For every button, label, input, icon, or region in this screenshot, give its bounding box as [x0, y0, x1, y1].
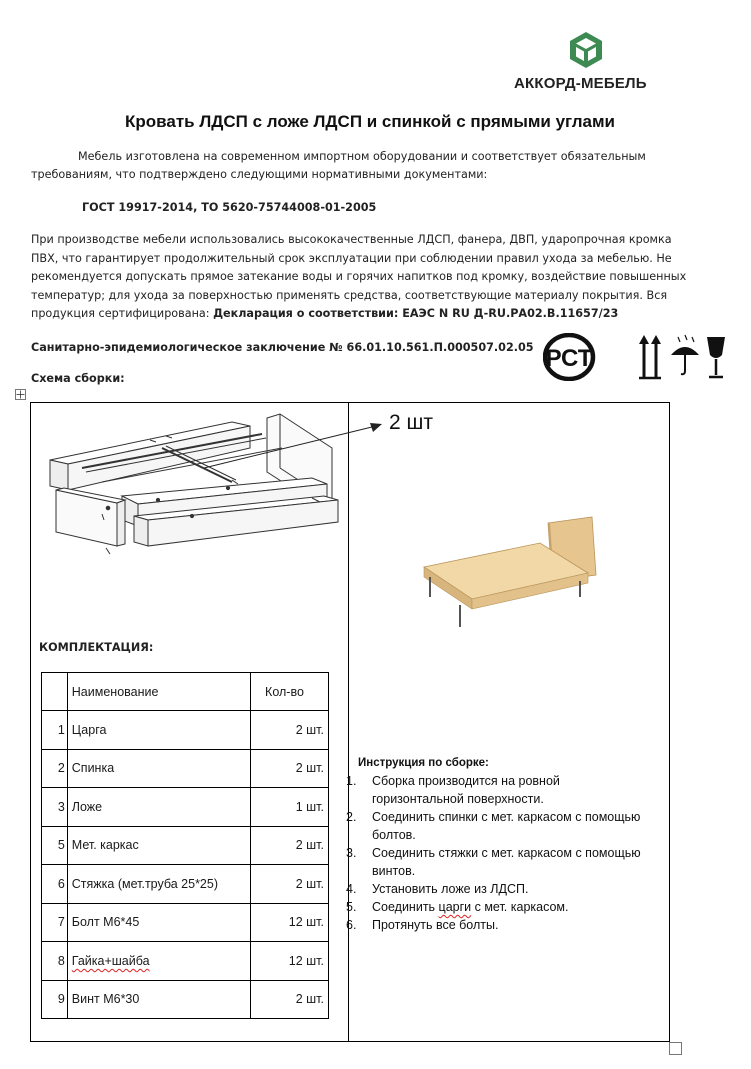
production-paragraph: [31, 231, 686, 324]
production-line-2: ПВХ, что гарантирует продолжительный срок эксплуатации при соблюдении правил ухода за мебелью. Не: [31, 251, 672, 265]
kit-row-qty: 12 шт.: [251, 903, 329, 942]
kit-row-qty: 2 шт.: [251, 749, 329, 788]
kit-row-name: Мет. каркас: [67, 826, 250, 865]
step-number: 4.: [346, 882, 357, 896]
production-line-3: рекомендуется допускать прямое затекание воды и горячих напитков под кромку, воздействие повышенных: [31, 270, 687, 283]
table-resize-handle[interactable]: [669, 1042, 682, 1055]
kit-row-name: [67, 942, 250, 981]
page-title: Кровать ЛДСП с ложе ЛДСП и спинкой с прямыми углами: [125, 112, 615, 131]
move-arrows-icon: [16, 390, 25, 399]
intro-line-2: требованиям, что подтверждено следующими нормативными документами:: [31, 168, 488, 181]
list-item: [346, 772, 667, 808]
step-text-prefix: Соединить: [372, 900, 439, 914]
kit-header-num: [42, 673, 68, 711]
list-item: [346, 808, 667, 844]
kit-header-name: Наименование: [67, 673, 250, 711]
table-move-handle[interactable]: [15, 389, 26, 400]
kit-row-qty: 2 шт.: [251, 826, 329, 865]
step-number: 3.: [346, 846, 357, 860]
step-text-line1: Сборка производится на ровной: [372, 774, 560, 788]
kit-row-name-text: Гайка+шайба: [71, 953, 150, 968]
step-text-line2: винтов.: [372, 864, 416, 878]
kit-row-qty: 2 шт.: [251, 711, 329, 750]
production-line-1: При производстве мебели использовались высококачественные ЛДСП, фанера, ДВП, ударопрочная кромка: [31, 233, 672, 246]
kit-row-qty: 2 шт.: [251, 865, 329, 904]
production-line-4: температур; для ухода за поверхностью применять средства, соответствующие материалу покрытия. Вся: [31, 288, 668, 302]
production-line-5: [31, 305, 686, 324]
kit-row-num: 8: [42, 942, 68, 981]
list-item: [346, 844, 667, 880]
step-text-line1: Протянуть все болты.: [372, 918, 499, 932]
step-number: 6.: [346, 918, 357, 932]
kit-row-name: Спинка: [67, 749, 250, 788]
table-row: [42, 749, 329, 788]
callout-label: 2 шт: [389, 411, 433, 434]
step-number: 5.: [346, 900, 357, 914]
table-row: [42, 865, 329, 904]
kit-row-num: 3: [42, 788, 68, 827]
kit-table-header: [42, 673, 329, 711]
kit-row-num: 9: [42, 980, 68, 1019]
bed-illustration: [420, 515, 605, 627]
assembly-instructions: [346, 754, 667, 934]
table-row: [42, 903, 329, 942]
table-row: [42, 980, 329, 1019]
scheme-divider: [348, 402, 349, 1042]
keep-dry-umbrella-icon: [671, 335, 699, 374]
table-row: [42, 826, 329, 865]
step-text-line1: [372, 898, 667, 916]
footboard-part: [56, 488, 125, 546]
kit-heading: КОМПЛЕКТАЦИЯ:: [39, 641, 154, 654]
kit-row-num: 6: [42, 865, 68, 904]
certification-mark: [543, 333, 605, 381]
step-text-line2: болтов.: [372, 828, 416, 842]
production-last-text: продукция сертифицирована:: [31, 307, 214, 320]
kit-row-num: 2: [42, 749, 68, 788]
instructions-heading: Инструкция по сборке:: [358, 757, 489, 769]
scheme-label: Схема сборки:: [31, 372, 125, 385]
kit-row-qty: 1 шт.: [251, 788, 329, 827]
handling-icons: [638, 333, 730, 381]
kit-header-qty: Кол-во: [251, 673, 329, 711]
brand-name: АККОРД-МЕБЕЛЬ: [514, 75, 647, 92]
kit-row-name: Болт М6*45: [67, 903, 250, 942]
step-text-suffix: с мет. каркасом.: [471, 900, 569, 914]
step-text-underlined: царги: [438, 900, 472, 914]
logo-cube-icon: [566, 30, 606, 70]
kit-row-name: Стяжка (мет.труба 25*25): [67, 865, 250, 904]
kit-row-qty: 12 шт.: [251, 942, 329, 981]
step-number: 1.: [346, 774, 357, 788]
sanitary-line: Санитарно-эпидемиологическое заключение № 66.01.10.561.П.000507.02.05: [31, 341, 534, 354]
step-text-line1: Установить ложе из ЛДСП.: [372, 882, 529, 896]
kit-row-num: 5: [42, 826, 68, 865]
kit-row-name: Царга: [67, 711, 250, 750]
kit-table: [41, 672, 329, 1019]
table-row: [42, 788, 329, 827]
list-item: [346, 898, 667, 916]
declaration-text: Декларация о соответствии: ЕАЭС N RU Д-RU.РА02.В.11657/23: [213, 307, 619, 320]
kit-row-num: 7: [42, 903, 68, 942]
kit-row-name: Ложе: [67, 788, 250, 827]
list-item: [346, 880, 667, 898]
table-row: [42, 711, 329, 750]
standards-line: ГОСТ 19917-2014, ТО 5620-75744008-01-2005: [82, 201, 377, 214]
kit-row-name: Винт М6*30: [67, 980, 250, 1019]
cert-mark-text: РСТ: [545, 345, 593, 372]
this-side-up-icon: [639, 335, 661, 378]
step-text-line1: Соединить стяжки с мет. каркасом с помощью: [372, 846, 641, 860]
step-number: 2.: [346, 810, 357, 824]
step-text-line1: Соединить спинки с мет. каркасом с помощью: [372, 810, 641, 824]
kit-row-num: 1: [42, 711, 68, 750]
instructions-list: [346, 772, 667, 934]
table-row: [42, 942, 329, 981]
kit-row-qty: 2 шт.: [251, 980, 329, 1019]
fragile-glass-icon: [707, 337, 725, 377]
callout-arrow: [200, 414, 390, 474]
brand-logo: [566, 30, 606, 70]
rst-cert-icon: [543, 333, 605, 381]
list-item: [346, 916, 667, 934]
step-text-line2: горизонтальной поверхности.: [372, 792, 544, 806]
intro-line-1: Мебель изготовлена на современном импортном оборудовании и соответствует обязательным: [78, 150, 646, 163]
